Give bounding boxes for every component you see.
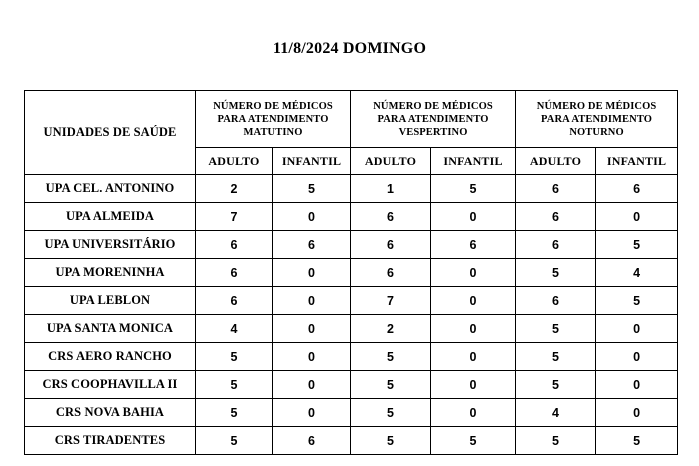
header-shift-matutino [196,91,351,148]
table-row [25,343,678,371]
doctor-count-cell: 5 [431,427,516,455]
doctor-count-cell: 5 [351,427,431,455]
header-shift-noturno-line2: PARA ATENDIMENTO [541,113,653,125]
doctor-count-cell: 6 [351,231,431,259]
doctor-count-cell: 0 [431,315,516,343]
doctor-count-cell: 6 [516,175,596,203]
doctor-count-cell: 4 [196,315,273,343]
doctor-count-cell: 0 [596,315,678,343]
doctor-count-cell: 0 [273,287,351,315]
doctor-count-cell: 0 [273,259,351,287]
doctor-count-cell: 5 [596,231,678,259]
table-row [25,203,678,231]
doctor-count-cell: 5 [196,343,273,371]
doctor-count-cell: 0 [596,371,678,399]
doctor-count-cell: 5 [516,259,596,287]
doctor-count-cell: 0 [596,203,678,231]
unit-name-cell: UPA SANTA MONICA [25,315,196,343]
doctor-count-cell: 0 [596,399,678,427]
unit-name-cell: UPA CEL. ANTONINO [25,175,196,203]
doctor-count-cell: 5 [431,175,516,203]
unit-name-cell: UPA LEBLON [25,287,196,315]
header-matutino-adulto: ADULTO [196,148,273,175]
doctor-count-cell: 0 [431,399,516,427]
doctor-count-cell: 6 [196,287,273,315]
doctor-count-cell: 5 [596,427,678,455]
doctor-count-cell: 6 [516,287,596,315]
doctor-count-cell: 6 [273,231,351,259]
header-shift-vespertino-line2: PARA ATENDIMENTO [377,113,489,125]
doctor-count-cell: 0 [431,287,516,315]
page-title: 11/8/2024 DOMINGO [272,40,427,57]
table-row [25,399,678,427]
doctor-count-cell: 2 [196,175,273,203]
unit-name-cell: CRS NOVA BAHIA [25,399,196,427]
header-row-shifts [25,91,678,148]
header-shift-vespertino-line1: NÚMERO DE MÉDICOS [373,100,493,112]
doctor-count-cell: 0 [431,371,516,399]
doctor-count-cell: 0 [273,371,351,399]
doctor-count-cell: 6 [516,231,596,259]
doctor-count-cell: 0 [273,399,351,427]
table-row [25,371,678,399]
doctor-count-cell: 0 [273,343,351,371]
unit-name-cell: CRS COOPHAVILLA II [25,371,196,399]
doctor-count-cell: 6 [196,231,273,259]
header-vespertino-infantil: INFANTIL [431,148,516,175]
doctor-count-cell: 5 [196,427,273,455]
doctor-count-cell: 5 [596,287,678,315]
header-unidades-de-saude: UNIDADES DE SAÚDE [25,91,196,175]
header-vespertino-adulto: ADULTO [351,148,431,175]
doctor-count-cell: 4 [516,399,596,427]
table-row [25,231,678,259]
doctor-count-cell: 6 [196,259,273,287]
table-row [25,287,678,315]
header-shift-noturno [516,91,678,148]
doctor-count-cell: 0 [431,343,516,371]
doctor-count-cell: 5 [196,371,273,399]
doctor-count-cell: 2 [351,315,431,343]
doctor-count-cell: 0 [431,259,516,287]
doctor-count-cell: 5 [273,175,351,203]
table-row [25,315,678,343]
table-header [25,91,678,175]
header-noturno-adulto: ADULTO [516,148,596,175]
doctor-count-cell: 6 [516,203,596,231]
table-row [25,259,678,287]
doctor-count-cell: 1 [351,175,431,203]
unit-name-cell: CRS TIRADENTES [25,427,196,455]
unit-name-cell: CRS AERO RANCHO [25,343,196,371]
doctor-count-cell: 6 [273,427,351,455]
doctor-count-cell: 5 [516,343,596,371]
doctor-count-cell: 6 [431,231,516,259]
header-shift-matutino-line1: NÚMERO DE MÉDICOS [213,100,333,112]
doctor-count-cell: 6 [351,203,431,231]
doctor-count-cell: 5 [516,315,596,343]
doctor-count-cell: 7 [196,203,273,231]
header-shift-matutino-line3: MATUTINO [243,126,303,138]
doctor-count-cell: 6 [596,175,678,203]
schedule-table-container [24,90,677,455]
table-body [25,175,678,455]
header-noturno-infantil: INFANTIL [596,148,678,175]
doctor-count-cell: 5 [351,343,431,371]
doctor-count-cell: 7 [351,287,431,315]
table-row [25,175,678,203]
header-shift-matutino-line2: PARA ATENDIMENTO [217,113,329,125]
doctor-count-cell: 0 [431,203,516,231]
doctor-count-cell: 5 [351,371,431,399]
doctor-count-cell: 5 [351,399,431,427]
header-matutino-infantil: INFANTIL [273,148,351,175]
doctor-count-cell: 0 [273,203,351,231]
doctor-count-cell: 5 [196,399,273,427]
doctor-count-cell: 4 [596,259,678,287]
doctor-count-cell: 6 [351,259,431,287]
header-shift-noturno-line1: NÚMERO DE MÉDICOS [536,100,657,112]
doctor-count-cell: 0 [273,315,351,343]
unit-name-cell: UPA UNIVERSITÁRIO [25,231,196,259]
unit-name-cell: UPA MORENINHA [25,259,196,287]
header-shift-noturno-line3: NOTURNO [569,126,624,138]
table-row [25,427,678,455]
doctor-count-cell: 0 [596,343,678,371]
doctor-count-cell: 5 [516,371,596,399]
doctor-count-cell: 5 [516,427,596,455]
doctor-schedule-table [24,90,678,455]
header-shift-vespertino [351,91,516,148]
header-shift-vespertino-line3: VESPERTINO [398,126,468,138]
unit-name-cell: UPA ALMEIDA [25,203,196,231]
